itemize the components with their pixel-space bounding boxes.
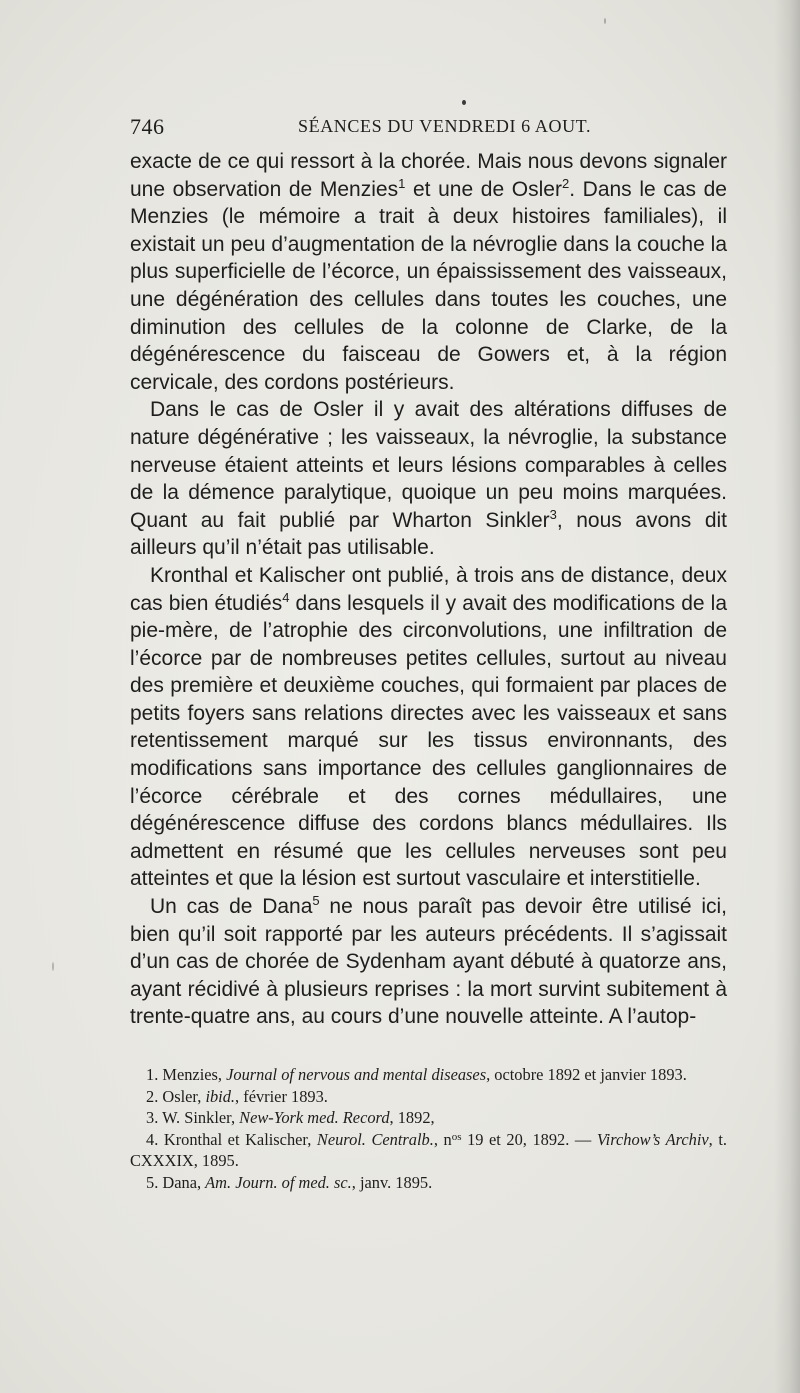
paragraph (130, 893, 727, 1031)
footnote-reference: 1 (398, 175, 406, 191)
footnote-text: , n (433, 1129, 452, 1149)
footnote-reference: 3 (549, 506, 557, 522)
footnote-text: , janv. 1895. (351, 1172, 433, 1192)
paragraph (130, 396, 727, 562)
footnote-text: , t. CXXXIX, 1895. (130, 1129, 727, 1171)
ink-speck (52, 962, 54, 971)
running-head: SÉANCES DU VENDREDI 6 AOUT. (298, 116, 592, 136)
page-edge-shadow (774, 0, 800, 1393)
paragraph-text: dans lesquels il y avait des modifications de la pie-mère, de l’atrophie des circonvolutions, une infiltration de l’écorce par de nombreuses petites cellules, surtout au niveau des première et deuxième couches, qui formaient par places de petits foyers sans relations directes avec les vaisseaux et sans retentissement marqué sur les tissus environnants, des modifications sans importance des cellules ganglionnaires de l’écorce cérébrale et des cornes médullaires, une dégénérescence diffuse des cordons blancs médullaires. Ils admettent en résumé que les cellules nerveuses sont peu atteintes et que la lésion est surtout vasculaire et interstitielle. (130, 591, 727, 891)
citation-title: New-York med. Record (239, 1108, 390, 1128)
paragraph-text: et une de Osler (405, 177, 562, 201)
footnote (130, 1064, 727, 1086)
footnote-text: 3. W. Sinkler, (146, 1108, 240, 1128)
citation-title: Virchow’s Archiv (596, 1129, 709, 1149)
body-text (130, 148, 727, 1031)
paragraph (130, 148, 727, 396)
footnote (130, 1086, 727, 1108)
footnote (130, 1172, 727, 1194)
citation-title: Journal of nervous and mental diseases (226, 1065, 487, 1084)
footnote (130, 1107, 727, 1129)
paragraph-text: Dans le cas de Osler il y avait des altérations diffuses de nature dégénérative ; les vaisseaux, la névroglie, la substance nerveuse étaient atteints et leurs lésions comparables à celles de la démence paralytique, quoique un peu moins marquées. Quant au fait publié par Wharton Sinkler (130, 398, 727, 532)
footnote-text: 19 et 20, 1892. — (461, 1129, 597, 1149)
paragraph (130, 562, 727, 893)
footnote-text: , 1892, (389, 1108, 435, 1128)
page-header (130, 114, 727, 144)
citation-title: Am. Journ. of med. sc. (205, 1172, 352, 1192)
footnote-text: 2. Osler, (146, 1086, 206, 1106)
paragraph-text: Kronthal et Kalischer ont publié, à trois ans de distance, deux cas bien étudiés (130, 563, 727, 615)
footnote-text: , février 1893. (235, 1086, 328, 1106)
footnote-reference: 2 (561, 175, 570, 191)
footnote-text: 1. Menzies, (146, 1065, 227, 1084)
paragraph-text: ne nous paraît pas devoir être utilisé ici, bien qu’il soit rapporté par les auteurs précédents. Il s’agissait d’un cas de chorée de Sydenham ayant débuté à quatorze ans, ayant récidivé à plusieurs reprises : la mort survint subitement à trente-quatre ans, au cours d’une nouvelle atteinte. A l’autop- (130, 895, 727, 1029)
ink-speck (604, 18, 606, 24)
footnote-reference: 5 (312, 893, 320, 909)
ink-speck (462, 100, 466, 105)
paragraph-text: Un cas de Dana (150, 895, 313, 919)
paragraph-text: exacte de ce qui ressort à la chorée. Mais nous devons signaler une observation de Menzies (130, 150, 727, 201)
footnote-reference: 4 (282, 589, 290, 605)
footnotes (130, 1064, 727, 1194)
page-number: 746 (130, 114, 165, 139)
footnote (130, 1129, 727, 1172)
paragraph-text: . Dans le cas de Menzies (le mémoire a trait à deux histoires familiales), il existait un peu d’augmentation de la névroglie dans la couche la plus superficielle de l’écorce, un épaississement des vaisseaux, une dégénération des cellules dans toutes les couches, une diminution des cellules de la colonne de Clarke, de la dégénérescence du faisceau de Gowers et, à la région cervicale, des cordons postérieurs. (130, 177, 727, 394)
superscript-text: os (451, 1130, 462, 1143)
paragraph-text: , nous avons dit ailleurs qu’il n’était pas utilisable. (130, 508, 727, 560)
footnote-text: , octobre 1892 et janvier 1893. (486, 1065, 687, 1084)
footnote-text: 5. Dana, (146, 1172, 206, 1192)
footnote-text: 4. Kronthal et Kalischer, (146, 1129, 317, 1149)
citation-title: ibid. (205, 1086, 236, 1106)
citation-title: Neurol. Centralb. (316, 1129, 434, 1149)
